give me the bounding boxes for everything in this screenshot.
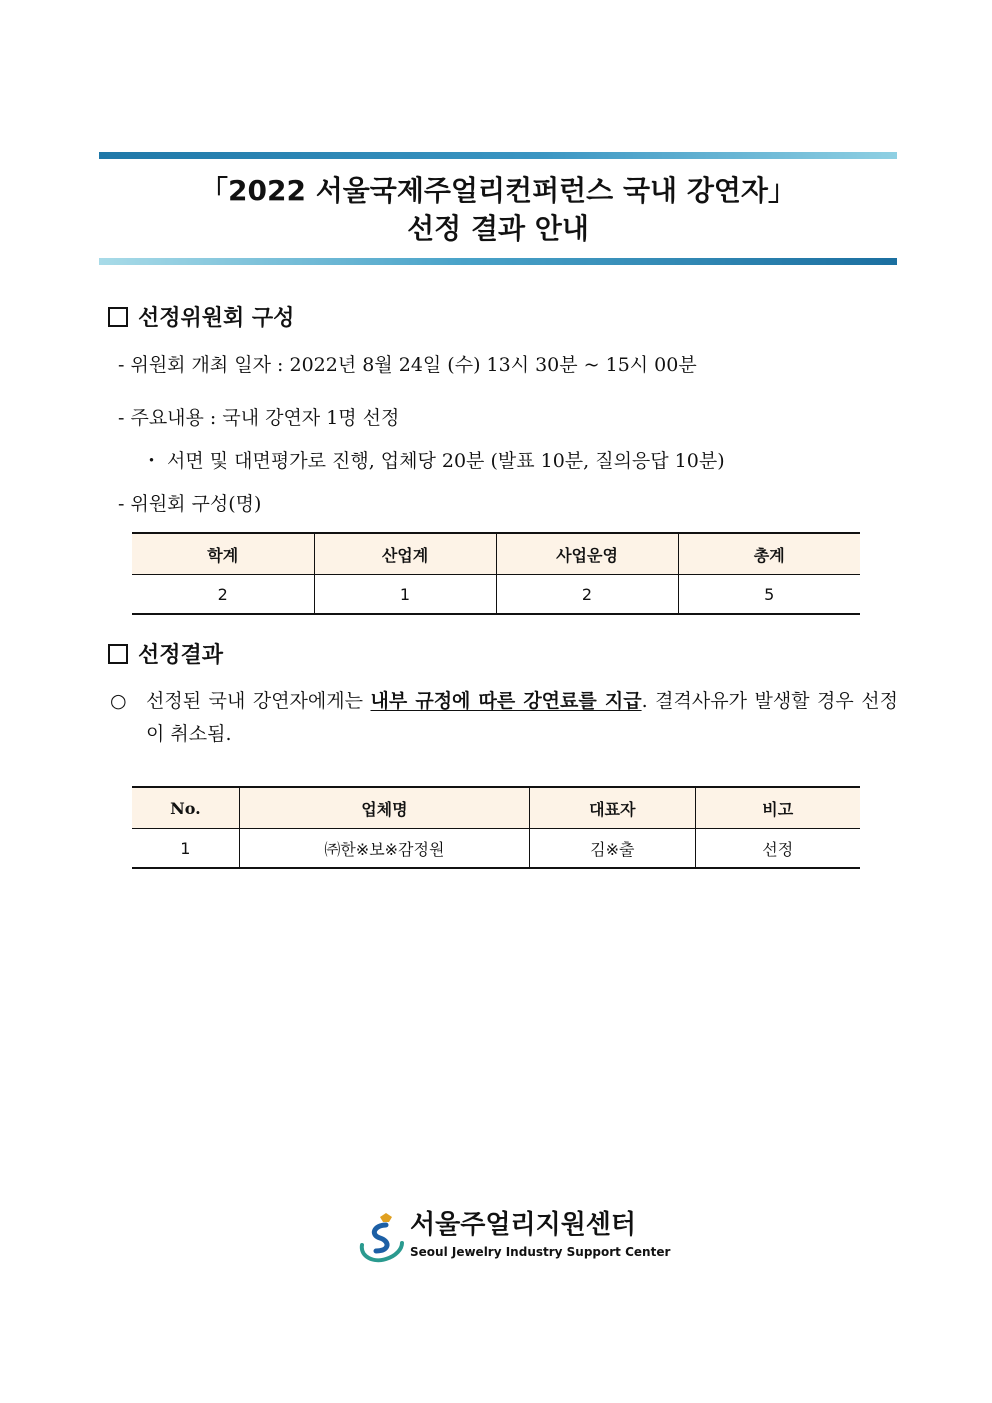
main-content: - 주요내용 : 국내 강연자 1명 선정 (118, 407, 400, 429)
table-header: 학계 (132, 533, 314, 575)
table-header: 업체명 (239, 787, 529, 829)
table-header: 총계 (678, 533, 860, 575)
table-cell: 1 (314, 575, 496, 615)
table-cell: 김※출 (530, 829, 695, 869)
checkbox-square-icon (108, 644, 128, 664)
table-cell: 2 (496, 575, 678, 615)
committee-composition-label: - 위원회 구성(명) (118, 493, 262, 515)
result-text: 선정된 국내 강연자에게는 내부 규정에 따른 강연료를 지급. 결격사유가 발생할 경우 선정이 취소됨. (146, 690, 899, 745)
emphasis-text: 내부 규정에 따른 강연료를 지급 (370, 690, 642, 712)
table-cell: 선정 (695, 829, 860, 869)
section-heading-committee (108, 303, 294, 333)
title-top-bar (99, 152, 897, 159)
result-table (132, 786, 860, 869)
checkbox-square-icon (108, 307, 128, 327)
jewelry-logo-icon (356, 1207, 408, 1267)
table-header-row (132, 533, 860, 575)
table-cell: 5 (678, 575, 860, 615)
table-header: 비고 (695, 787, 860, 829)
logo-name-en: Seoul Jewelry Industry Support Center (410, 1245, 671, 1259)
page-title-line2: 선정 결과 안내 (407, 212, 589, 245)
logo-name-ko: 서울주얼리지원센터 (410, 1210, 637, 1240)
table-header: No. (132, 787, 239, 829)
section-heading-text: 선정결과 (138, 642, 224, 668)
table-header: 사업운영 (496, 533, 678, 575)
page-title-line1: 「2022 서울국제주얼리컨퍼런스 국내 강연자」 (200, 174, 796, 207)
table-header: 산업계 (314, 533, 496, 575)
section-heading-result (108, 640, 223, 670)
table-cell: 2 (132, 575, 314, 615)
table-cell: 1 (132, 829, 239, 869)
section-heading-text: 선정위원회 구성 (138, 305, 295, 331)
organization-logo (356, 1207, 671, 1267)
committee-table (132, 532, 860, 615)
table-header: 대표자 (530, 787, 695, 829)
meeting-date: - 위원회 개최 일자 : 2022년 8월 24일 (수) 13시 30분 ~ 15시 00분 (118, 354, 697, 376)
table-row (132, 829, 860, 869)
table-header-row (132, 787, 860, 829)
bullet-circle-icon: ○ (110, 690, 127, 712)
result-paragraph (110, 685, 898, 751)
table-row (132, 575, 860, 615)
table-cell: ㈜한※보※감정원 (239, 829, 529, 869)
title-bottom-bar (99, 258, 897, 265)
evaluation-method: ・ 서면 및 대면평가로 진행, 업체당 20분 (발표 10분, 질의응답 10분) (142, 450, 725, 472)
